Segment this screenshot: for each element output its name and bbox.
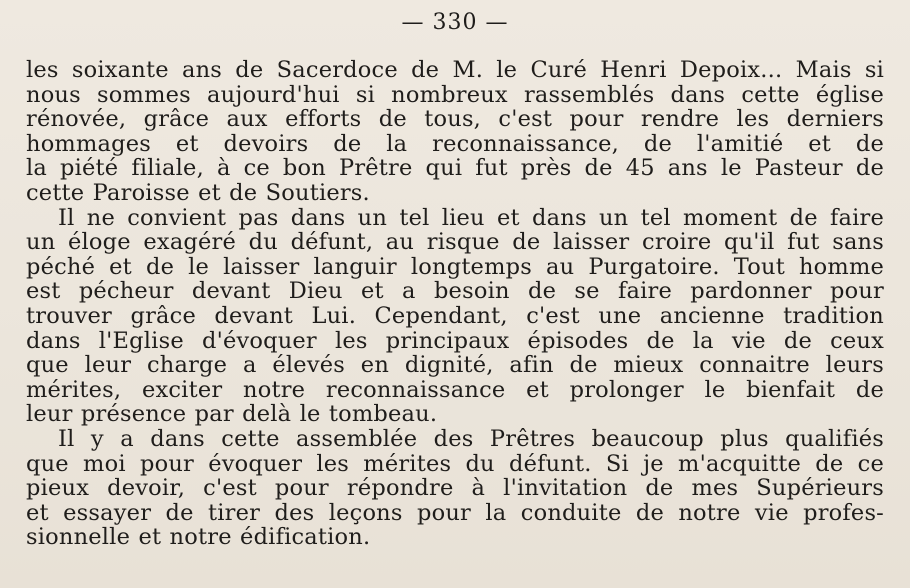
text-line: les soixante ans de Sacerdoce de M. le Curé Henri Depoix... Mais si xyxy=(26,57,884,83)
text-line: sionnelle et notre édification. xyxy=(26,524,371,551)
text-line: Il ne convient pas dans un tel lieu et dans un tel moment de faire xyxy=(58,204,884,231)
page-number: — 330 — xyxy=(401,10,509,35)
text-line: est pécheur devant Dieu et a besoin de se faire pardonner pour xyxy=(26,278,884,305)
text-line: péché et de le laisser languir longtemps au Purgatoire. Tout homme xyxy=(26,253,884,280)
text-line: que leur charge a élevés en dignité, afin de mieux connaitre leurs xyxy=(26,352,884,379)
text-line: un éloge exagéré du défunt, au risque de laisser croire qu'il fut sans xyxy=(26,229,884,256)
text-line: et essayer de tirer des leçons pour la conduite de notre vie profes- xyxy=(26,499,884,526)
text-line: leur présence par delà le tombeau. xyxy=(26,401,438,428)
text-line: rénovée, grâce aux efforts de tous, c'est pour rendre les derniers xyxy=(26,106,884,133)
text-line: trouver grâce devant Lui. Cependant, c'est une ancienne tradition xyxy=(26,302,884,329)
body-text xyxy=(26,58,884,550)
text-line: la piété filiale, à ce bon Prêtre qui fut près de 45 ans le Pasteur de xyxy=(26,155,884,182)
text-line: que moi pour évoquer les mérites du défunt. Si je m'acquitte de ce xyxy=(26,450,884,477)
text-line: cette Paroisse et de Soutiers. xyxy=(26,179,370,206)
paragraph-1 xyxy=(26,58,884,206)
text-line: pieux devoir, c'est pour répondre à l'invitation de mes Supérieurs xyxy=(26,475,884,502)
text-line: mérites, exciter notre reconnaissance et prolonger le bienfait de xyxy=(26,376,884,403)
text-line: Il y a dans cette assemblée des Prêtres beaucoup plus qualifiés xyxy=(58,425,884,452)
text-line: dans l'Eglise d'évoquer les principaux épisodes de la vie de ceux xyxy=(26,327,884,354)
text-line: nous sommes aujourd'hui si nombreux rassemblés dans cette église xyxy=(26,81,884,108)
paragraph-2 xyxy=(26,206,884,427)
text-line: hommages et devoirs de la reconnaissance, de l'amitié et de xyxy=(26,130,884,157)
paragraph-3 xyxy=(26,427,884,550)
